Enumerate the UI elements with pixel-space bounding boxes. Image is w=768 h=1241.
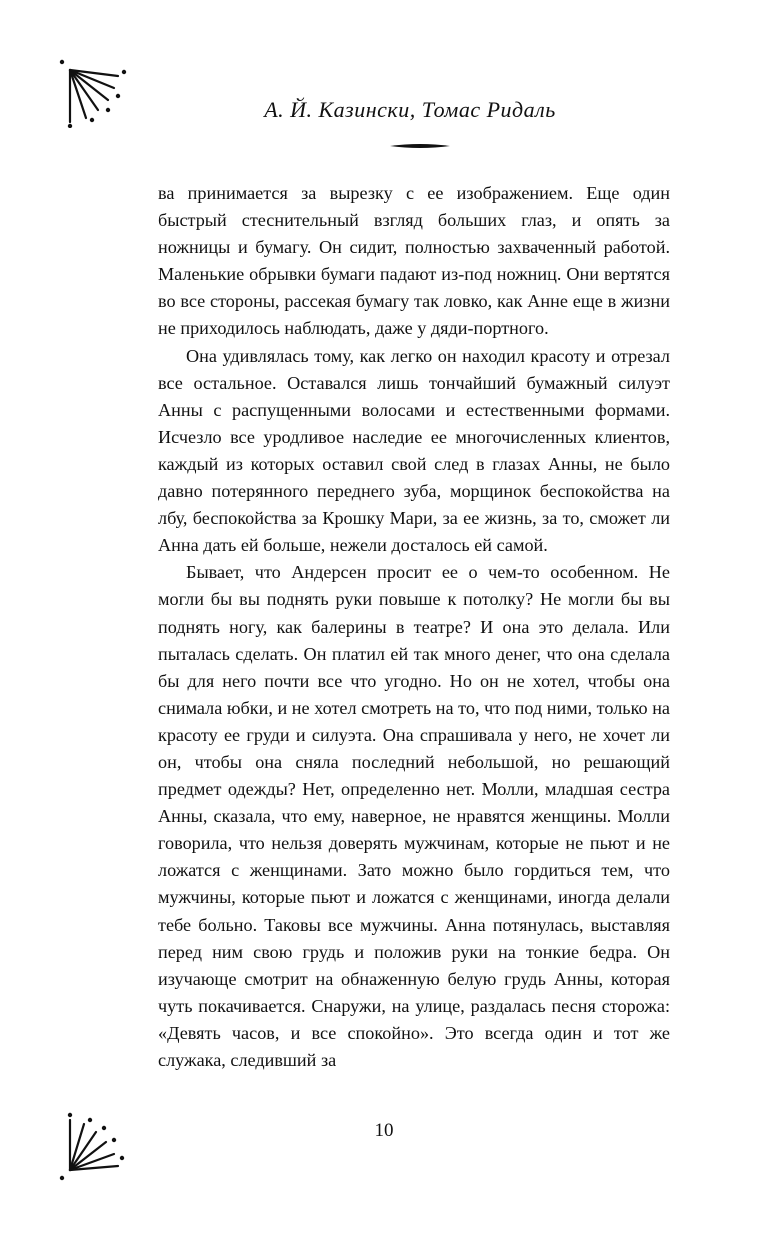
running-head: А. Й. Казински, Томас Ридаль bbox=[264, 97, 556, 122]
paragraph-1: ва принимается за вырезку с ее изображением. Еще один быстрый стеснительный взгляд больших глаз, и опять за ножницы и бумагу. Он сидит, полностью захваченный работой. Маленькие обрывки бумаги падают из-под ножниц. Они вертятся во все стороны, рассекая бумагу так ловко, как Анне еще в жизни не приходилось наблюдать, даже у дяди-портного. bbox=[158, 183, 670, 339]
body-text bbox=[158, 180, 670, 1074]
sunburst-ornament-bottom bbox=[56, 1112, 128, 1184]
paragraph-3: Бывает, что Андерсен просит ее о чем-то особенном. Не могли бы вы поднять руки повыше к потолку? Не могли бы вы поднять ногу, как балерины в театре? И она это делала. Или пыталась сделать. Он платил ей так много денег, что она сделала бы для него почти все что угодно. Но он не хотел, чтобы она снимала юбки, и не хотел смотреть на то, что под ними, только на красоту ее груди и силуэта. Она спрашивала у него, не хочет ли он, чтобы она сняла последний небольшой, но решающий предмет одежды? Нет, определенно нет. Молли, младшая сестра Анны, сказала, что ему, наверное, не нравятся женщины. Молли говорила, что нельзя доверять мужчинам, которые не пьют и не ложатся с женщинами. Зато можно было гордиться тем, что мужчины, которые пьют и ложатся с женщинами, иногда делали тебе больно. Таковы все мужчины. Анна потянулась, выставляя перед ним свою грудь и положив руки на тонкие бедра. Он изучающе смотрит на обнаженную белую грудь Анны, которая чуть покачивается. Снаружи, на улице, раздалась песня сторожа: «Девять часов, и все спокойно». Это всегда один и тот же служака, следивший за bbox=[158, 562, 670, 1070]
page-number: 10 bbox=[374, 1120, 394, 1141]
header-rule bbox=[390, 142, 450, 150]
paragraph-2: Она удивлялась тому, как легко он находил красоту и отрезал все остальное. Оставался лишь тончайший бумажный силуэт Анны с распущенными волосами и естественными формами. Исчезло все уродливое наследие ее многочисленных клиентов, каждый из которых оставил свой след в глазах Анны, не было давно потерянного переднего зуба, морщинок беспокойства на лбу, беспокойства за Крошку Мари, за ее жизнь, за то, сможет ли Анна дать ей больше, нежели досталось ей самой. bbox=[158, 345, 670, 556]
sunburst-ornament-top bbox=[56, 56, 128, 128]
